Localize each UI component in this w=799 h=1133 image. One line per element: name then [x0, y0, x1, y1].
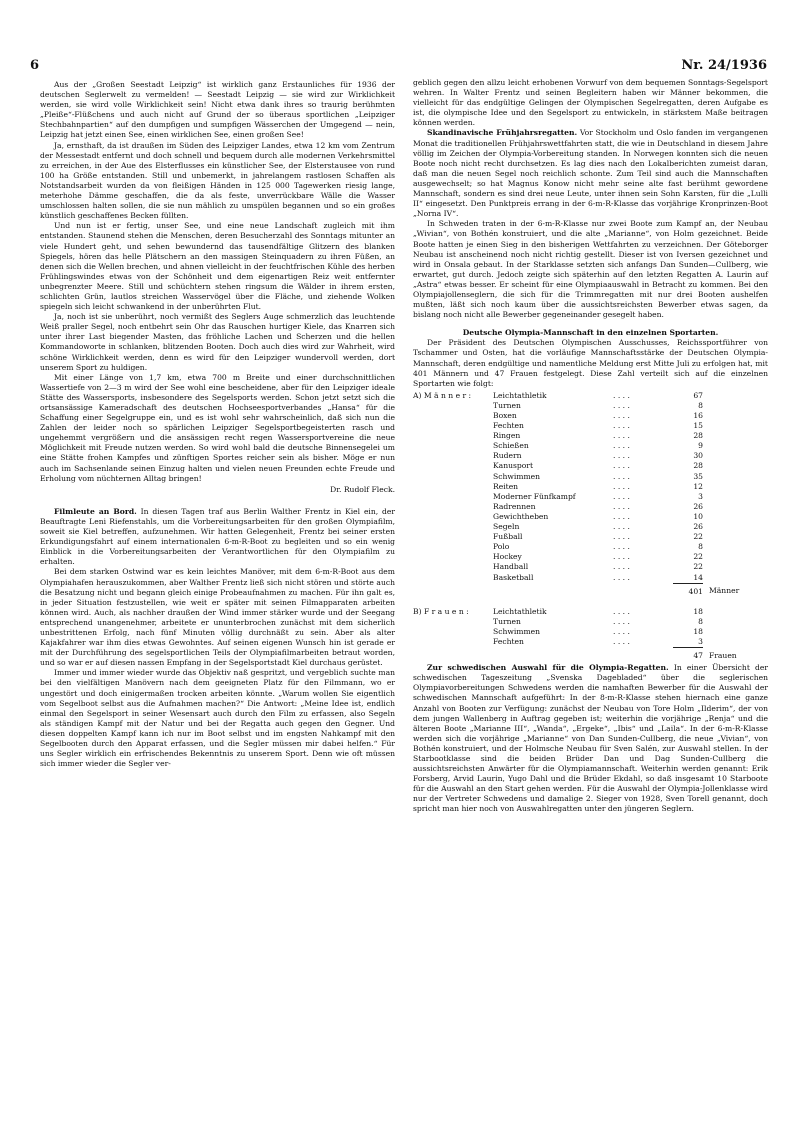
film-continuation: geblich gegen den allzu leicht erhobenen Vorwurf von dem bequemen Sonntags-Segelsport wehren. In Walter Frentz und seinen Begleitern haben wir Männer bekommen, die vielleicht für das endgültige Gelingen der Olympischen Segelregatten, deren Aufgabe es ist, die olympische Idee und den Segelsport zu entwickeln, in stärkstem Maße beitragen können werden.	[413, 78, 768, 128]
men-group-label: A) M ä n n e r :	[413, 390, 472, 400]
men-leader-dots: . . . .	[613, 461, 630, 471]
men-sport-count: 28	[693, 431, 703, 441]
men-group-spacer	[413, 461, 493, 471]
men-group-spacer	[413, 451, 493, 461]
men-sport-count: 35	[693, 471, 703, 481]
men-sport-name: Radrennen	[493, 501, 536, 511]
film-paragraph-1	[40, 507, 395, 568]
skand-paragraph-2: In Schweden traten in der 6-m-R-Klasse nur zwei Boote zum Kampf an, der Neubau „Wivian“, von Bothén konstruiert, und die alte „Marianne“, von Holm gezeichnet. Beide Boote hatten je einen Sieg in den bisherigen Wettfahrten zu verzeichnen. Der Göteborger Neubau ist anscheinend noch nicht richtig gestellt. Dieser ist von Iversen gezeichnet und wird in Onsala gebaut. In der Starklasse setzten sich anfangs Dan Sunden—Cullberg, wie erwartet, gut durch. Jedoch zeigte sich späterhin auf den letzten Regatten A. Laurin auf „Astra“ etwas besser. Er scheint für eine Olympiaauswahl in Betracht zu kommen. Bei den Olympiajollenseglern, die sich für die Trimmregatten mit nur drei Booten aushelfen mußten, läßt sich noch kaum über die aussichtsreichsten Bewerber etwas sagen, da bislang noch nicht alle Bewerber gegeneinander gesegelt haben.	[413, 219, 768, 320]
women-sport-count: 18	[693, 606, 703, 616]
men-sport-name: Moderner Fünfkampf	[493, 491, 576, 501]
men-empty-cell	[703, 492, 768, 502]
leipzig-paragraph-5: Mit einer Länge von 1,7 km, etwa 700 m Breite und einer durchschnittlichen Wassertiefe von 2—3 m wird der See wohl eine bescheidene, aber für den Leipziger ideale Stätte des Wassersports, insbesondere des Segelsports werden. Schon jetzt setzt sich die ortsansässige Kameradschaft des deutschen Hochseesportverbandes „Hansa“ für die Schaffung einer Segelgruppe ein, und es ist wohl sehr wahrscheinlich, daß sich nun die Zahlen der leider noch so spärlichen Leipziger Segelsportbegeisterten rasch und ungehemmt vergrößern und die ansässigen recht regen Wassersportvereine die neue Möglichkeit mit Freude nutzen werden. So wird wohl bald die deutsche Binnensegelei um eine Stätte frohen Kampfes und zünftigen Sportes reicher sein als bisher. Möge er nun auch im Sachsenlande seinen Einzug halten und vielen neuen Freunden echte Freude und Erholung vom nüchternen Alltag bringen!	[40, 372, 395, 483]
men-sport-name: Hockey	[493, 552, 522, 562]
women-leader-dots: . . . .	[613, 636, 630, 646]
men-leader-dots: . . . .	[613, 471, 630, 481]
men-sport-count: 28	[693, 461, 703, 471]
leipzig-paragraph-1: Aus der „Großen Seestadt Leipzig“ ist wirklich ganz Erstaunliches für 1936 der deutschen Seglerwelt zu vermelden! — Seestadt Leipzig — sie wird zur Wirklichkeit werden, sie wird volle Wirklichkeit sein! Nicht etwa dank ihres so traurig berühmten „Pleiße“-Flüßchens und auch nicht auf Grund der so überaus sportlichen „Leipziger Stechbahnpartien“ auf den dumpfigen und sumpfigen Wässerchen der Umgegend — nein, Leipzig hat jetzt einen See, einen wirklichen See, einen großen See!	[40, 80, 395, 140]
women-sport-name: Turnen	[493, 616, 521, 626]
men-sport-name: Kanusport	[493, 461, 533, 471]
men-total-spacer	[413, 583, 673, 597]
men-leader-dots: . . . .	[613, 451, 630, 461]
men-leader-dots: . . . .	[613, 552, 630, 562]
men-row	[413, 562, 768, 572]
women-group-label: B) F r a u e n :	[413, 606, 469, 616]
skand-heading: Skandinavische Frühjahrsregatten.	[427, 128, 578, 138]
women-empty-cell	[703, 637, 768, 648]
women-row	[413, 637, 768, 648]
men-leader-dots: . . . .	[613, 390, 630, 400]
men-empty-cell	[703, 573, 768, 584]
men-row	[413, 411, 768, 421]
men-sport-count: 9	[698, 441, 703, 451]
men-empty-cell	[703, 542, 768, 552]
women-sport-name: Schwimmen	[493, 626, 541, 636]
men-group-spacer	[413, 492, 493, 502]
men-leader-dots: . . . .	[613, 532, 630, 542]
men-empty-cell	[703, 431, 768, 441]
men-leader-dots: . . . .	[613, 481, 630, 491]
women-leader-dots: . . . .	[613, 606, 630, 616]
men-sport-count: 3	[698, 491, 703, 501]
women-empty-cell	[703, 617, 768, 627]
men-group-spacer	[413, 512, 493, 522]
women-sport-count: 18	[693, 626, 703, 636]
men-group-spacer	[413, 542, 493, 552]
men-sport-count: 16	[693, 411, 703, 420]
men-empty-cell	[703, 522, 768, 532]
men-row	[413, 512, 768, 522]
men-group-spacer	[413, 502, 493, 512]
men-group-spacer	[413, 401, 493, 411]
men-sport-count: 26	[693, 501, 703, 511]
swed-paragraph	[413, 663, 768, 814]
men-sport-name: Schwimmen	[493, 471, 541, 481]
women-sport-name: Leichtathletik	[493, 606, 547, 616]
men-row	[413, 461, 768, 471]
men-sport-count: 8	[698, 542, 703, 552]
men-empty-cell	[703, 401, 768, 411]
men-row	[413, 451, 768, 461]
skand-text-1: Vor Stockholm und Oslo fanden im vergangenen Monat die traditionellen Frühjahrswettfahrten statt, die wie in Deutschland in diesem Jahre völlig im Zeichen der Olympia-Vorbereitung standen. In Norwegen konnten sich die neuen Boote noch nicht recht durchsetzen. Es lag dies nach den Lokalberichten zumeist daran, daß man die neuen Segel noch reichlich schonte. Zum Teil sind auch die Mannschaften ausgewechselt; so hat Magnus Konow nicht mehr seine alte fast berühmt gewordene Mannschaft, sondern es sind drei neue Leute, unter ihnen sein Sohn Karsten, für die „Lulli II“ eingesetzt. Den Punktpreis errang in der 6-m-R-Klasse das vorjährige Kronprinzen-Boot „Norna IV“.	[413, 128, 768, 219]
men-row	[413, 542, 768, 552]
women-total-count: 47	[673, 648, 703, 662]
men-group-spacer	[413, 431, 493, 441]
men-sport-name: Boxen	[493, 411, 517, 420]
men-group-spacer	[413, 482, 493, 492]
men-row	[413, 522, 768, 532]
men-sport-count: 10	[693, 511, 703, 521]
men-leader-dots: . . . .	[613, 491, 630, 501]
men-row	[413, 472, 768, 482]
men-group-spacer	[413, 562, 493, 572]
leipzig-paragraph-4: Ja, noch ist sie unberührt, noch vermißt des Seglers Auge schmerzlich das leuchtende Weiß praller Segel, noch entbehrt sein Ohr das Rauschen hurtiger Kiele, das Knarren sich unter ihrer Last biegender Masten, das fröhliche Lachen und Scherzen und die hellen Kommandoworte in schlanken, blitzenden Booten. Doch auch dies wird zur Wahrheit, wird schöne Wirklichkeit werden, denn es wird für den Leipziger wundervoll werden, dort unserem Sport zu huldigen.	[40, 312, 395, 372]
men-sport-name: Basketball	[493, 572, 534, 582]
swed-text: In einer Übersicht der schwedischen Tageszeitung „Svenska Dagebladed“ über die seglerischen Olympiavorbereitungen Schwedens werden die namhaften Bewerber für die Auswahl der schwedischen Mannschaft aufgeführt: In der 8-m-R-Klasse stehen hiernach eine ganze Anzahl von Booten zur Verfügung: zunächst der Neubau von Tore Holm „Ilderim“, der von dem jungen Wallenberg in Auftrag gegeben ist; weiterhin die vorjährige „Renja“ und die älteren Boote „Marianne III“, „Wanda“, „Ergeke“, „Ibis“ und „Laila“. In der 6-m-R-Klasse werden sich die vorjährige „Marianne“ von Dan Sunden-Cullberg, die neue „Vivian“, von Bothén konstruiert, und der Holmsche Neubau für Sven Salén, zur Auswahl stellen. In der Starbootklasse sind die beiden Brüder Dan und Dag Sunden-Cullberg die aussichtsreichsten Anwärter für die Olympiamannschaft. Weiterhin werden genannt: Erik Forsberg, Arvid Laurin, Yugo Dahl und die Brüder Ekdahl, so daß insgesamt 10 Starboote für die Auswahl an den Start gehen werden. Für die Auswahl der Olympia-Jollenklasse wird nur der Vertreter Schwedens und damalige 2. Sieger von 1928, Sven Torell genannt, doch spricht man hier noch von Auswahlregatten unter den jüngeren Seglern.	[413, 663, 768, 814]
men-row	[413, 421, 768, 431]
swed-heading: Zur schwedischen Auswahl für die Olympia-Regatten.	[427, 663, 669, 673]
men-sport-count: 12	[693, 481, 703, 491]
women-row	[413, 617, 768, 627]
men-sport-name: Handball	[493, 562, 529, 572]
men-row	[413, 532, 768, 542]
women-group-spacer	[413, 637, 493, 648]
men-leader-dots: . . . .	[613, 400, 630, 410]
men-sport-name: Schießen	[493, 441, 529, 451]
men-leader-dots: . . . .	[613, 501, 630, 511]
men-empty-cell	[703, 421, 768, 431]
men-sport-name: Segeln	[493, 522, 520, 532]
right-column	[413, 78, 768, 815]
men-row	[413, 401, 768, 411]
men-row	[413, 482, 768, 492]
women-sport-name: Fechten	[493, 636, 524, 646]
men-sport-count: 22	[693, 532, 703, 542]
women-empty-cell	[703, 607, 768, 617]
skand-paragraph-1	[413, 128, 768, 219]
men-empty-cell	[703, 441, 768, 451]
men-row	[413, 391, 768, 401]
men-sport-count: 26	[693, 522, 703, 532]
men-sport-name: Ringen	[493, 431, 521, 441]
women-row	[413, 607, 768, 617]
men-empty-cell	[703, 391, 768, 401]
leipzig-paragraph-3: Und nun ist er fertig, unser See, und eine neue Landschaft zugleich mit ihm entstanden. Staunend stehen die Menschen, deren Besucherzahl des Sonntags mitunter an viele Hundert geht, und sehen bewundernd das tausendfältige Glitzern des blanken Spiegels, hören das helle Plätschern an den massigen Steinquadern zu ihren Füßen, an denen sich die Wellen brechen, und ahnen vielleicht in der feuchtfrischen Kühle des herben Frühlingswindes etwas von der Schönheit und dem eigenartigen Reiz weit entfernter unbegrenzter Meere. Still und schüchtern stehen ringsum die Wälder in ihrem ersten, schlichten Grün, lautlos streichen Wasservögel über die Fläche, und ziehende Wolken spiegeln sich leicht schwankend in der unberührten Flut.	[40, 221, 395, 312]
women-group-spacer	[413, 617, 493, 627]
women-leader-dots: . . . .	[613, 616, 630, 626]
men-table	[413, 391, 768, 597]
men-empty-cell	[703, 451, 768, 461]
team-paragraph: Der Präsident des Deutschen Olympischen Ausschusses, Reichssportführer von Tschammer und Osten, hat die vorläufige Mannschaftsstärke der Deutschen Olympia-Mannschaft, deren endgültige und namentliche Meldung erst Mitte Juli zu erfolgen hat, mit 401 Männern und 47 Frauen festgelegt. Diese Zahl verteilt sich auf die einzelnen Sportarten wie folgt:	[413, 338, 768, 388]
women-group-spacer	[413, 627, 493, 637]
men-sport-name: Leichtathletik	[493, 390, 547, 400]
men-leader-dots: . . . .	[613, 441, 630, 451]
men-group-spacer	[413, 552, 493, 562]
page-number: 6	[30, 58, 40, 73]
men-sport-count: 15	[693, 421, 703, 431]
men-sport-name: Turnen	[493, 400, 521, 410]
men-empty-cell	[703, 472, 768, 482]
issue-number: Nr. 24/1936	[681, 58, 767, 73]
author-signature: Dr. Rudolf Fleck.	[330, 484, 395, 494]
men-sport-name: Polo	[493, 542, 510, 552]
men-leader-dots: . . . .	[613, 562, 630, 572]
men-total-row	[413, 583, 768, 597]
men-empty-cell	[703, 512, 768, 522]
women-row	[413, 627, 768, 637]
film-text-1: In diesen Tagen traf aus Berlin Walther Frentz in Kiel ein, der Beauftragte Leni Riefenstahls, um die Vorbereitungsarbeiten für den großen Olympiafilm, soweit sie Kiel betreffen, aufzunehmen. Wir hatten Gelegenheit, Frentz bei seiner ersten Erkundigungsfahrt auf einem internationalen 6-m-R-Boot zu begleiten und so ein wenig Einblick in die Vorbereitungsarbeiten der Verantwortlichen für den Olympiafilm zu erhalten.	[40, 506, 395, 567]
men-row	[413, 502, 768, 512]
men-leader-dots: . . . .	[613, 411, 630, 420]
men-sport-name: Rudern	[493, 451, 522, 461]
leipzig-paragraph-2: Ja, ernsthaft, da ist draußen im Süden des Leipziger Landes, etwa 12 km vom Zentrum der Messestadt entfernt und doch schnell und bequem durch alle modernen Verkehrsmittel zu erreichen, in der Aue des Elsterflusses ein künstlicher See, der Elsterstausee von rund 100 ha Größe entstanden. Still und unbemerkt, in jahrelangem rastlosen Schaffen als Notstandsarbeit wurden da von fleißigen Händen in 125 000 Tagewerken riesig lange, meterhohe Dämme geschaffen, die da als feste, unverrückbare Wälle die Wasser umschlossen halten sollen, die sie nun mählich zu umspülen begannen und so ein großes künstlich geschaffenes Becken füllten.	[40, 140, 395, 221]
men-leader-dots: . . . .	[613, 421, 630, 431]
men-row	[413, 441, 768, 451]
women-total-label: Frauen	[709, 650, 737, 660]
men-group-spacer	[413, 411, 493, 421]
men-group-spacer	[413, 522, 493, 532]
men-sport-name: Fußball	[493, 532, 523, 542]
men-leader-dots: . . . .	[613, 522, 630, 532]
women-total-spacer	[413, 648, 673, 662]
men-sport-name: Fechten	[493, 421, 524, 431]
men-empty-cell	[703, 552, 768, 562]
men-sport-count: 8	[698, 400, 703, 410]
men-empty-cell	[703, 502, 768, 512]
men-row	[413, 492, 768, 502]
men-sport-count: 30	[693, 451, 703, 461]
men-empty-cell	[703, 562, 768, 572]
men-sport-name: Gewichtheben	[493, 511, 549, 521]
women-empty-cell	[703, 627, 768, 637]
men-sport-count: 22	[693, 552, 703, 562]
sport-list	[413, 391, 768, 661]
men-empty-cell	[703, 411, 768, 421]
film-heading: Filmleute an Bord.	[54, 506, 137, 516]
men-empty-cell	[703, 532, 768, 542]
men-leader-dots: . . . .	[613, 542, 630, 552]
women-table	[413, 607, 768, 661]
men-empty-cell	[703, 482, 768, 492]
film-paragraph-3: Immer und immer wieder wurde das Objektiv naß gespritzt, und vergeblich suchte man bei den vielfältigen Manövern nach dem geeigneten Platz für den Filmmann, wo er ungestört und doch einigermaßen trocken arbeiten könnte. „Warum wollen Sie eigentlich vom Segelboot selbst aus die Aufnahmen machen?“ Die Antwort: „Meine Idee ist, endlich einmal den Segelsport in seiner Wesensart auch durch den Film zu erfassen, also Segeln als ständigen Kampf mit der Natur und bei der Regatta auch gegen den Gegner. Und diesen doppelten Kampf kann ich nur im Boot selbst und im engsten Nahkampf mit den Segelbooten durch den Apparat erfassen, und die Segler müssen mir dabei helfen.“ Für uns Segler wirklich ein erfrischendes Bekenntnis zu unserem Sport. Denn wie oft müssen sich immer wieder die Segler ver-	[40, 668, 395, 769]
women-sport-count: 3	[698, 636, 703, 646]
women-total-row	[413, 648, 768, 662]
men-sport-name: Reiten	[493, 481, 519, 491]
men-group-spacer	[413, 573, 493, 584]
men-empty-cell	[703, 461, 768, 471]
men-group-spacer	[413, 441, 493, 451]
men-row	[413, 431, 768, 441]
men-sport-count: 67	[693, 390, 703, 400]
men-row	[413, 552, 768, 562]
men-sport-count: 14	[693, 572, 703, 582]
women-sport-count: 8	[698, 616, 703, 626]
men-leader-dots: . . . .	[613, 431, 630, 441]
men-leader-dots: . . . .	[613, 511, 630, 521]
film-paragraph-2: Bei dem starken Ostwind war es kein leichtes Manöver, mit dem 6-m-R-Boot aus dem Olympiahafen herauszukommen, aber Walther Frentz ließ sich nicht stören und störte auch die Besatzung nicht und begann gleich einige Probeaufnahmen zu machen. Für ihn galt es, in jeder Situation festzustellen, wie weit er später mit seinen Filmapparaten arbeiten können wird. Auch, als nachher draußen der Wind immer stärker wurde und der Seegang entsprechend unangenehmer, arbeitete er ununterbrochen zunächst mit dem sicherlich unbestrittenen Erfolg, nach fünf Minuten völlig durchnäßt zu sein. Aber als alter Kajakfahrer war ihm dies etwas Gewohntes. Auf seinen eigenen Wunsch hin ist gerade er mit der Durchführung des segelsportlichen Teils der Olympiafilmarbeiten betraut worden, und so war er auf diesen nassen Empfang in der Segelsportstadt Kiel durchaus gerüstet.	[40, 567, 395, 668]
left-column	[40, 80, 395, 769]
women-leader-dots: . . . .	[613, 626, 630, 636]
men-leader-dots: . . . .	[613, 572, 630, 582]
men-row	[413, 573, 768, 584]
men-sport-count: 22	[693, 562, 703, 572]
men-total-count: 401	[673, 583, 703, 597]
men-group-spacer	[413, 421, 493, 431]
men-group-spacer	[413, 532, 493, 542]
men-group-spacer	[413, 472, 493, 482]
men-total-label: Männer	[709, 586, 740, 596]
team-heading: Deutsche Olympia-Mannschaft in den einzelnen Sportarten.	[462, 328, 719, 338]
